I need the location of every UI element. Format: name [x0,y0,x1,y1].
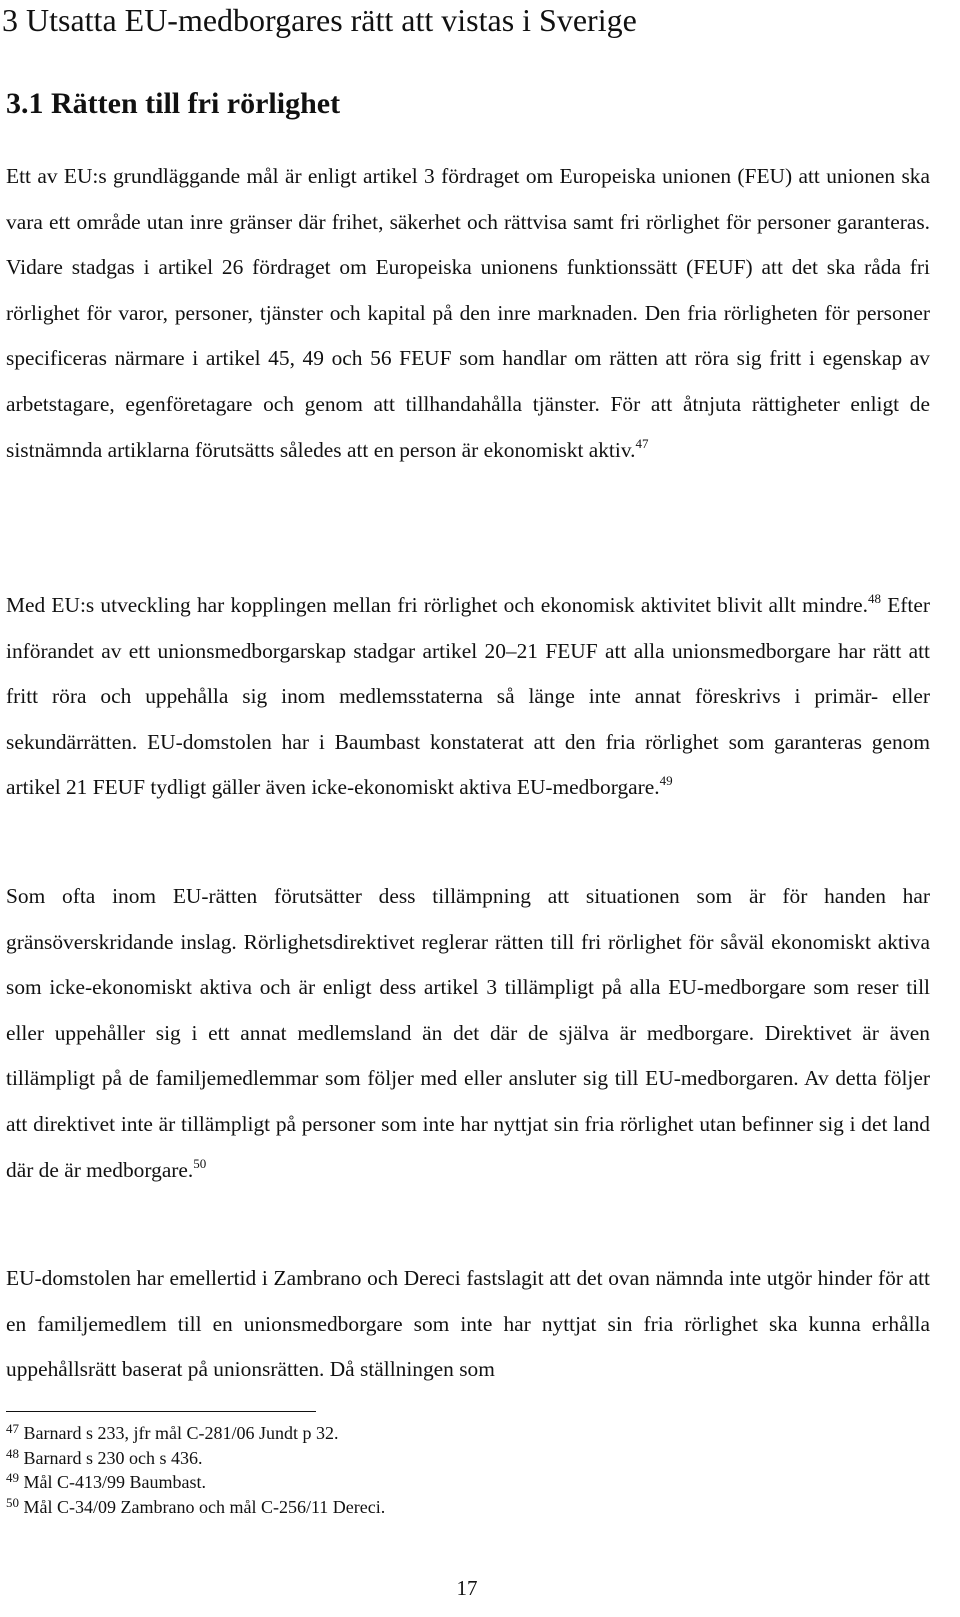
footnote-number: 50 [6,1494,19,1510]
footnote-reference[interactable]: 47 [635,435,649,451]
body-paragraph [6,874,930,1193]
paragraph-text: Efter införandet av ett unionsmedborgarskap stadgar artikel 20–21 FEUF att alla unionsmedborgare har rätt att fritt röra och uppehålla sig inom medlemsstaterna så länge inte annat föreskrivs i primär- eller sekundärrätten. EU-domstolen har i Baumbast konstaterat att den fria rörlighet som garanteras genom artikel 21 FEUF tydligt gäller även icke-ekonomiskt aktiva EU-medborgare. [6,593,930,800]
footnote-number: 47 [6,1421,19,1436]
paragraph-text: Som ofta inom EU-rätten förutsätter dess tillämpning att situationen som är för handen har gränsöverskridande inslag. Rörlighetsdirektivet reglerar rätten till fri rörlighet för såväl ekonomiskt aktiva som icke-ekonomiskt aktiva och är enligt dess artikel 3 tillämpligt på alla EU-medborgare som reser till eller uppehåller sig i ett annat medlemsland än det där de själva är medborgare. Direktivet är även tillämpligt på de familjemedlemmar som följer med eller ansluter sig till EU-medborgaren. Av detta följer att direktivet inte är tillämpligt på personer som inte har nyttjat sin fria rörlighet utan befinner sig i det land där de är medborgare. [6,884,930,1182]
footnote-reference[interactable]: 50 [193,1155,207,1171]
body-paragraph [6,154,930,473]
footnote-text: Barnard s 230 och s 436. [19,1447,203,1468]
paragraph-text: Med EU:s utveckling har kopplingen mellan fri rörlighet och ekonomisk aktivitet blivit allt mindre. [6,593,869,617]
footnote-number: 49 [6,1470,19,1485]
footnote-text: Barnard s 233, jfr mål C-281/06 Jundt p 32. [19,1423,339,1443]
footnote-text: Mål C-413/99 Baumbast. [19,1472,206,1492]
footnote [6,1470,906,1495]
footnote [6,1421,906,1446]
footnote-reference[interactable]: 48 [868,591,882,606]
footnote [6,1495,906,1520]
paragraph-text: Ett av EU:s grundläggande mål är enligt artikel 3 fördraget om Europeiska unionen (FEU) att unionen ska vara ett område utan inre gränser där frihet, säkerhet och rättvisa samt fri rörlighet för personer garanteras. Vidare stadgas i artikel 26 fördraget om Europeiska unionens funktionssätt (FEUF) att det ska råda fri rörlighet för varor, personer, tjänster och kapital på den inre marknaden. Den fria rörligheten för personer specificeras närmare i artikel 45, 49 och 56 FEUF som handlar om rätten att röra sig fritt i egenskap av arbetstagare, egenföretagare och genom att tillhandahålla tjänster. För att åtnjuta rättigheter enligt de sistnämnda artiklarna förutsätts således att en person är ekonomiskt aktiv. [6,164,930,462]
footnotes [6,1421,906,1519]
footnote-reference[interactable]: 49 [659,773,673,789]
section-title: 3.1 Rätten till fri rörlighet [6,87,341,120]
footnote-separator [6,1411,316,1412]
chapter-title: 3 Utsatta EU-medborgares rätt att vistas i Sverige [2,2,637,38]
body-paragraph [6,1256,930,1393]
footnote-number: 48 [6,1445,19,1461]
paragraph-text: EU-domstolen har emellertid i Zambrano och Dereci fastslagit att det ovan nämnda inte utgör hinder för att en familjemedlem till en unionsmedborgare som inte har nyttjat sin fria rörlighet ska kunna erhålla uppehållsrätt baserat på unionsrätten. Då ställningen som [6,1266,930,1382]
page-number: 17 [456,1576,478,1600]
body-paragraph [6,583,930,811]
footnote-text: Mål C-34/09 Zambrano och mål C-256/11 Dereci. [19,1496,386,1517]
footnote [6,1446,906,1471]
